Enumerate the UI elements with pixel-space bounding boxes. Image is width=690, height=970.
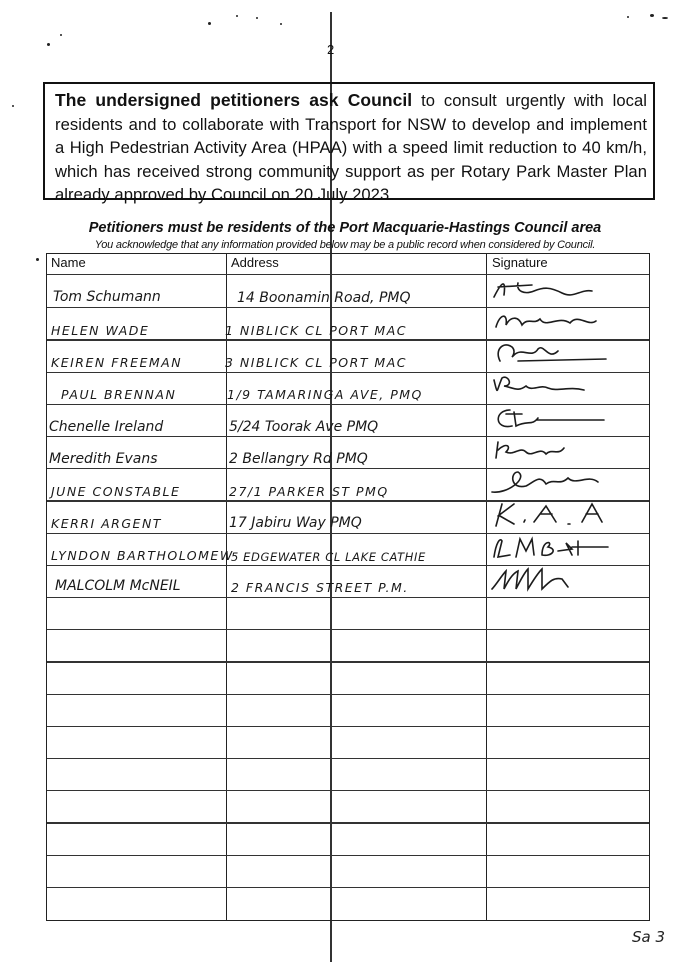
table-row xyxy=(47,339,651,371)
handwritten-signature xyxy=(483,533,633,561)
acknowledgement-note: You acknowledge that any information provided below may be a public record when considered by Council. xyxy=(94,239,596,251)
scan-speck xyxy=(12,105,14,107)
signatory-address: 1 NIBLICK CL PORT MAC xyxy=(225,323,407,339)
table-row xyxy=(47,500,651,532)
empty-row xyxy=(47,887,651,919)
signatory-address: 17 Jabiru Way PMQ xyxy=(229,515,362,532)
scan-speck xyxy=(650,14,654,17)
petition-statement xyxy=(43,82,655,205)
signatory-name: PAUL BRENNAN xyxy=(61,386,177,402)
signatory-name: Tom Schumann xyxy=(53,289,161,305)
header-address: Address xyxy=(231,255,279,270)
empty-row xyxy=(47,758,651,790)
empty-row xyxy=(47,726,651,758)
signatory-address: 14 Boonamin Road, PMQ xyxy=(237,290,411,306)
signatory-address: 27/1 PARKER ST PMQ xyxy=(229,484,389,500)
scan-speck xyxy=(60,34,62,36)
table-row xyxy=(47,275,651,307)
table-row xyxy=(47,404,651,436)
empty-row xyxy=(47,855,651,887)
handwritten-signature xyxy=(483,307,633,335)
table-row xyxy=(47,533,651,565)
table-row xyxy=(47,307,651,339)
signatory-name: MALCOLM McNEIL xyxy=(55,577,181,594)
table-row xyxy=(47,372,651,404)
handwritten-signature xyxy=(483,468,633,496)
scan-speck xyxy=(47,43,50,46)
scan-speck xyxy=(36,258,39,261)
signature-table xyxy=(46,253,650,921)
signatory-name: KEIREN FREEMAN xyxy=(51,355,183,371)
signatory-name: JUNE CONSTABLE xyxy=(51,484,181,500)
signatory-address: 5/24 Toorak Ave PMQ xyxy=(229,418,379,435)
empty-row xyxy=(47,790,651,822)
table-row xyxy=(47,565,651,597)
page-number: 2 xyxy=(327,42,335,57)
empty-row xyxy=(47,694,651,726)
signatory-address: 2 Bellangry Rd PMQ xyxy=(229,451,368,467)
signatory-address: 2 FRANCIS STREET P.M. xyxy=(231,579,409,595)
signatory-address: 3 NIBLICK CL PORT MAC xyxy=(225,355,407,371)
scan-speck xyxy=(208,22,211,25)
scan-speck xyxy=(662,17,668,19)
scan-speck xyxy=(256,17,258,19)
handwritten-signature xyxy=(483,275,633,303)
handwritten-signature xyxy=(483,372,633,400)
handwritten-signature xyxy=(483,404,633,432)
scan-speck xyxy=(236,15,238,17)
signatory-address: 1/9 TAMARINGA AVE, PMQ xyxy=(227,386,423,402)
table-row xyxy=(47,468,651,500)
petition-lead: The undersigned petitioners ask Council xyxy=(55,90,413,110)
handwritten-signature xyxy=(483,339,633,367)
handwritten-signature xyxy=(483,565,633,593)
handwritten-signature xyxy=(483,500,633,528)
empty-row xyxy=(47,597,651,629)
signatory-address: 5 EDGEWATER CL LAKE CATHIE xyxy=(231,549,426,564)
signatory-name: KERRI ARGENT xyxy=(51,516,162,532)
scan-speck xyxy=(280,23,282,25)
signatory-name: HELEN WADE xyxy=(51,323,150,339)
petition-body: to consult urgently with local residents and to collaborate with Transport for NSW to develop and implement a High Pedestrian Activity Area (HPAA) with a speed limit reduction to 40 km/h, which has received strong community support as per Rotary Park Master Plan already approved by Council on 20 July 2023. xyxy=(55,91,647,205)
header-name: Name xyxy=(51,255,86,270)
eligibility-heading: Petitioners must be residents of the Port Macquarie-Hastings Council area xyxy=(88,220,602,236)
header-signature: Signature xyxy=(492,255,548,270)
table-row xyxy=(47,436,651,468)
scan-speck xyxy=(627,16,629,18)
signatory-name: Meredith Evans xyxy=(49,451,158,467)
footer-mark: Sa 3 xyxy=(632,928,666,946)
empty-row xyxy=(47,629,651,661)
empty-row xyxy=(47,661,651,693)
handwritten-signature xyxy=(483,436,633,464)
signatory-name: Chenelle Ireland xyxy=(49,418,164,435)
signatory-name: LYNDON BARTHOLOMEW xyxy=(51,547,234,563)
empty-row xyxy=(47,822,651,854)
